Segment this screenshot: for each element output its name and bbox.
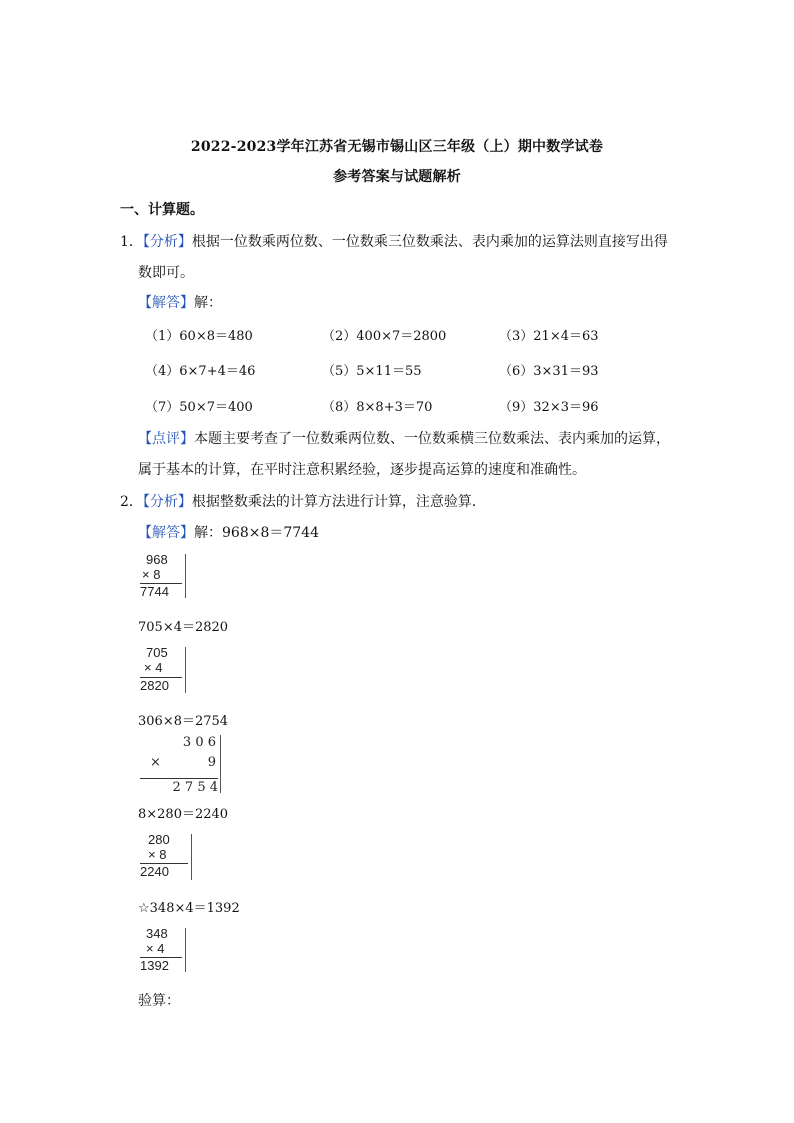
vertical-3-op: × xyxy=(150,755,161,770)
vertical-4-bar xyxy=(191,834,192,880)
vertical-4-top: 280 xyxy=(148,832,170,847)
vertical-calc-1 xyxy=(140,552,186,598)
vertical-3-rule xyxy=(140,778,218,779)
vertical-2-mid: × 4 xyxy=(144,660,163,675)
q2-eq-4: 8×280＝2240 xyxy=(138,807,229,822)
q1-result-2: （2）400×7＝2800 xyxy=(322,329,447,344)
q2-analysis-tag: 【分析】 xyxy=(142,494,192,510)
q1-comment-text-1: 本题主要考查了一位数乘两位数、一位数乘横三位数乘法、表内乘加的运算， xyxy=(194,431,670,447)
q1-result-6: （6）3×31＝93 xyxy=(499,364,599,379)
q1-number: 1． xyxy=(120,234,143,250)
q1-result-3: （3）21×4＝63 xyxy=(499,329,599,344)
vertical-2-result: 2820 xyxy=(140,678,169,693)
q1-result-8: （8）8×8+3＝70 xyxy=(322,400,433,415)
q2-number: 2． xyxy=(120,494,143,510)
vertical-1-bar xyxy=(185,554,186,598)
vertical-1-top: 968 xyxy=(146,552,168,567)
q1-answer-tag: 【解答】 xyxy=(138,295,194,311)
q2-check-label: 验算： xyxy=(138,993,180,1009)
vertical-5-result: 1392 xyxy=(140,958,169,973)
vertical-2-bar xyxy=(185,647,186,693)
vertical-3-result: 2 7 5 4 xyxy=(172,780,218,795)
vertical-2-top: 705 xyxy=(146,645,168,660)
q1-analysis xyxy=(120,231,668,251)
q1-answer-intro: 解： xyxy=(194,295,222,311)
q2-eq-3: 306×8＝2754 xyxy=(138,714,229,729)
q1-comment-text-2: 属于基本的计算，在平时注意积累经验，逐步提高运算的速度和准确性。 xyxy=(138,462,586,478)
section-heading: 一、计算题。 xyxy=(120,202,204,218)
vertical-1-mid: × 8 xyxy=(142,567,161,582)
q1-comment-tag: 【点评】 xyxy=(138,431,194,447)
vertical-4-mid: × 8 xyxy=(148,847,167,862)
page-title: 2022-2023学年江苏省无锡市锡山区三年级（上）期中数学试卷 xyxy=(190,139,604,155)
q1-result-9: （9）32×3＝96 xyxy=(499,400,599,415)
q1-result-5: （5）5×11＝55 xyxy=(322,364,422,379)
q1-answer xyxy=(138,292,222,312)
q2-eq-5: ☆348×4＝1392 xyxy=(138,901,240,916)
q2-eq-2: 705×4＝2820 xyxy=(138,620,229,635)
vertical-calc-3 xyxy=(140,733,222,793)
q2-answer-tag: 【解答】 xyxy=(138,525,194,541)
q1-result-1: （1）60×8＝480 xyxy=(145,329,253,344)
q2-answer-intro: 解：968×8＝7744 xyxy=(194,525,319,541)
vertical-3-bar xyxy=(220,735,221,793)
vertical-calc-2 xyxy=(140,645,186,693)
page-subtitle: 参考答案与试题解析 xyxy=(333,169,461,185)
vertical-5-mid: × 4 xyxy=(146,941,165,956)
vertical-calc-4 xyxy=(140,832,192,880)
q2-answer xyxy=(138,522,319,542)
q2-analysis xyxy=(120,491,486,511)
q1-result-7: （7）50×7＝400 xyxy=(145,400,253,415)
vertical-4-result: 2240 xyxy=(140,864,169,879)
q1-analysis-text-1: 根据一位数乘两位数、一位数乘三位数乘法、表内乘加的运算法则直接写出得 xyxy=(191,234,668,250)
vertical-3-mid: 9 xyxy=(207,755,216,770)
q1-analysis-tag: 【分析】 xyxy=(142,234,192,250)
q2-analysis-text: 根据整数乘法的计算方法进行计算，注意验算． xyxy=(191,494,486,510)
vertical-calc-5 xyxy=(140,926,186,974)
q1-result-4: （4）6×7+4＝46 xyxy=(145,364,256,379)
vertical-1-result: 7744 xyxy=(140,584,169,599)
q1-comment xyxy=(138,428,670,448)
vertical-3-top: 3 0 6 xyxy=(182,735,216,750)
q1-analysis-text-2: 数即可。 xyxy=(138,265,194,281)
vertical-5-top: 348 xyxy=(146,926,168,941)
vertical-5-bar xyxy=(185,928,186,972)
